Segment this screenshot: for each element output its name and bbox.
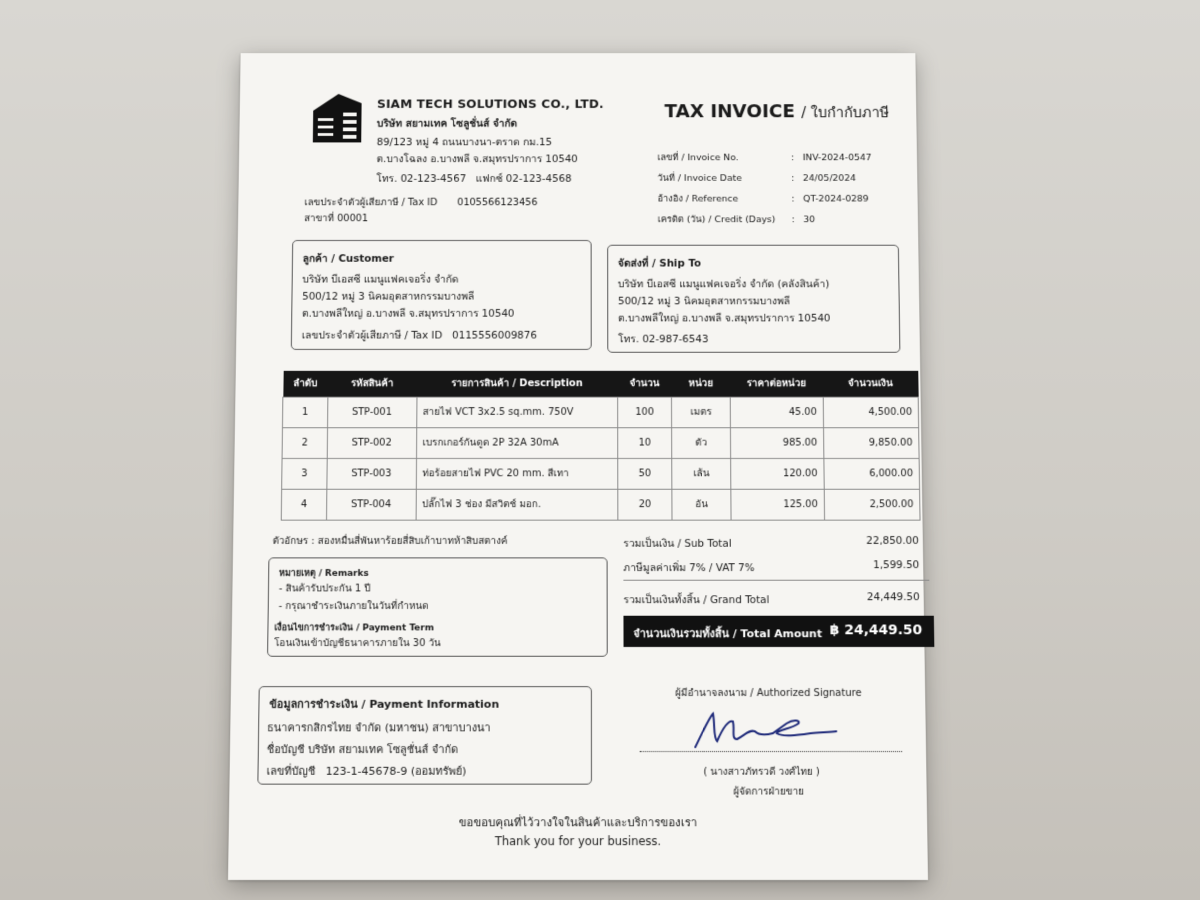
col-header-amount: จำนวนเงิน [823,371,918,397]
cell-description: เบรกเกอร์กันดูด 2P 32A 30mA [416,428,617,459]
meta-row: อ้างอิง / Reference : QT-2024-0289 [657,193,869,205]
meta-label: วันที่ / Invoice Date [657,173,742,184]
meta-row: วันที่ / Invoice Date : 24/05/2024 [657,173,857,184]
table-row [282,428,919,459]
remarks-line-2: - กรุณาชำระเงินภายในวันที่กำหนด [278,601,429,612]
grand-total-value: 24,449.50 [866,591,920,604]
company-address-1: 89/123 หมู่ 4 ถนนบางนา-ตราด กม.15 [376,136,553,149]
amount-in-words: ตัวอักษร : สองหมื่นสี่พันหาร้อยสี่สิบเก้าบาทห้าสิบสตางค์ [272,536,508,547]
meta-row: เลขที่ / Invoice No. : INV-2024-0547 [657,152,872,164]
payment-info-account-name: ชื่อบัญชี บริษัท สยามเทค โซลูชั่นส์ จำกัด [266,743,459,756]
vat-value: 1,599.50 [873,559,920,571]
cell-amount: 9,850.00 [823,428,919,459]
col-header-no: ลำดับ [283,371,328,397]
table-header-row [283,371,918,397]
payment-info-title: ข้อมูลการชำระเงิน / Payment Information [269,697,500,711]
subtotal-label: รวมเป็นเงิน / Sub Total [623,538,732,550]
company-tax-id-label: เลขประจำตัวผู้เสียภาษี / Tax ID [304,197,438,209]
table-row [282,458,920,489]
subtotal-value: 22,850.00 [866,535,919,547]
cell-description: ปลั๊กไฟ 3 ช่อง มีสวิตช์ มอก. [416,489,618,520]
customer-tax-id: เลขประจำตัวผู้เสียภาษี / Tax ID 0115556009876 [301,329,537,342]
payment-info-account-no: เลขที่บัญชี 123-1-45678-9 (ออมทรัพย์) [266,764,467,778]
col-header-unit-price: ราคาต่อหน่วย [730,371,823,397]
cell-unit: ตัว [672,428,731,459]
table-row [282,397,918,428]
company-branch-row [304,212,368,226]
company-logo-icon [309,90,366,144]
col-header-description: รายการสินค้า / Description [416,371,617,397]
cell-qty: 20 [618,489,673,520]
cell-description: สายไฟ VCT 3x2.5 sq.mm. 750V [416,397,617,428]
cell-code: STP-003 [327,458,416,489]
table-row [281,489,920,520]
cell-unit: อัน [672,489,731,520]
document-title-th: / ใบกำกับภาษี [801,104,890,121]
col-header-code: รหัสสินค้า [328,371,417,397]
ship-to-address-1: 500/12 หมู่ 3 นิคมอุตสาหกรรมบางพลี [617,295,791,308]
company-name-th: บริษัท สยามเทค โซลูชั่นส์ จำกัด [376,118,518,130]
grand-total-label: รวมเป็นเงินทั้งสิ้น / Grand Total [623,594,770,606]
company-phone-fax: โทร. 02-123-4567 แฟกซ์ 02-123-4568 [376,173,572,185]
subtotal-row [623,535,919,551]
ship-to-phone: โทร. 02-987-6543 [618,333,709,346]
thanks-en: Thank you for your business. [494,834,662,849]
customer-box [291,240,592,350]
payment-term-title: เงื่อนไขการชำระเงิน / Payment Term [274,623,434,634]
vat-label: ภาษีมูลค่าเพิ่ม 7% / VAT 7% [623,562,755,574]
cell-amount: 6,000.00 [824,458,920,489]
col-header-unit: หน่วย [672,371,730,397]
signer-position: ผู้จัดการฝ่ายขาย [733,786,805,798]
cell-unit-price: 120.00 [730,458,824,489]
customer-title: ลูกค้า / Customer [302,253,394,265]
meta-value: 30 [803,214,816,225]
payment-term: โอนเงินเข้าบัญชีธนาคารภายใน 30 วัน [274,638,441,649]
cell-unit: เมตร [672,397,730,428]
cell-amount: 2,500.00 [824,489,920,520]
document-title-en: TAX INVOICE [664,101,795,122]
cell-no: 4 [281,489,326,520]
ship-to-name: บริษัท บีเอสซี แมนูแฟคเจอริ่ง จำกัด (คลังสินค้า) [617,278,830,291]
remarks-line-1: - สินค้ารับประกัน 1 ปี [278,583,371,595]
total-amount-label: จำนวนเงินรวมทั้งสิ้น / Total Amount [633,627,823,641]
company-tax-id-row [304,196,537,210]
handwritten-signature [687,706,846,751]
invoice-paper [228,53,928,880]
signer-name: ( นางสาวภัทรวดี วงศ์ไทย ) [703,766,820,778]
cell-no: 3 [282,458,327,489]
customer-address-2: ต.บางพลีใหญ่ อ.บางพลี จ.สมุทรปราการ 10540 [301,308,515,320]
meta-label: เครดิต (วัน) / Credit (Days) [657,214,776,225]
meta-label: อ้างอิง / Reference [657,193,739,205]
thanks-th: ขอขอบคุณที่ไว้วางใจในสินค้าและบริการของเรา [458,815,698,830]
cell-qty: 100 [617,397,672,428]
document-title [664,101,889,123]
cell-qty: 50 [617,458,672,489]
company-address-2: ต.บางโฉลง อ.บางพลี จ.สมุทรปราการ 10540 [376,153,578,165]
company-tax-id: 0105566123456 [457,197,538,209]
meta-value: INV-2024-0547 [802,152,872,164]
ship-to-title: จัดส่งที่ / Ship To [617,257,702,270]
cell-code: STP-001 [327,397,416,428]
meta-value: QT-2024-0289 [803,193,869,205]
meta-row: เครดิต (วัน) / Credit (Days) : 30 [657,214,816,225]
col-header-qty: จำนวน [617,371,672,397]
meta-value: 24/05/2024 [802,173,857,184]
payment-info-box [257,686,592,784]
total-amount-value: ฿ 24,449.50 [829,622,923,639]
grand-total-row [623,591,919,608]
company-branch-label: สาขาที่ [304,213,335,225]
customer-name: บริษัท บีเอสซี แมนูแฟคเจอริ่ง จำกัด [302,274,459,286]
total-amount-bar [623,616,934,647]
cell-unit-price: 45.00 [730,397,823,428]
summary-divider [623,580,929,581]
cell-amount: 4,500.00 [823,397,919,428]
cell-description: ท่อร้อยสายไฟ PVC 20 mm. สีเทา [416,458,618,489]
ship-to-box [607,245,900,353]
vat-row [623,559,919,575]
company-branch: 00001 [337,213,369,225]
payment-info-bank: ธนาคารกสิกรไทย จำกัด (มหาชน) สาขาบางนา [266,721,491,735]
signature-line [640,751,903,752]
remarks-box [267,557,608,656]
cell-code: STP-004 [326,489,416,520]
ship-to-address-2: ต.บางพลีใหญ่ อ.บางพลี จ.สมุทรปราการ 10540 [617,312,831,325]
company-name-en: SIAM TECH SOLUTIONS CO., LTD. [376,96,604,111]
cell-qty: 10 [617,428,672,459]
signature-label: ผู้มีอำนาจลงนาม / Authorized Signature [675,688,862,699]
cell-no: 1 [282,397,327,428]
items-table [281,371,921,521]
cell-unit-price: 985.00 [730,428,823,459]
remarks-title: หมายเหตุ / Remarks [278,569,369,579]
customer-address-1: 500/12 หมู่ 3 นิคมอุตสาหกรรมบางพลี [302,291,475,303]
cell-unit-price: 125.00 [731,489,825,520]
meta-label: เลขที่ / Invoice No. [657,152,739,164]
cell-unit: เส้น [672,458,731,489]
cell-no: 2 [282,428,327,459]
cell-code: STP-002 [327,428,416,459]
